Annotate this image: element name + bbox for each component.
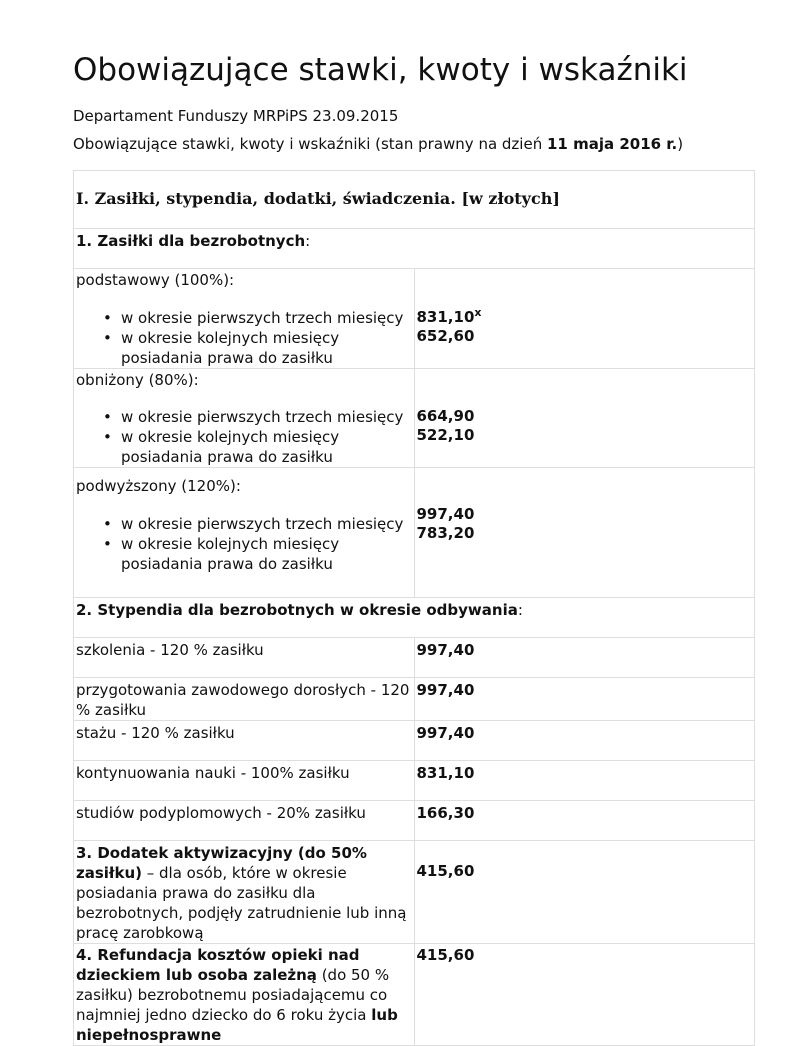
reduced-benefit-list [76,407,414,467]
childcare-refund-value: 415,60 [414,944,755,1046]
scholarships-colon: : [517,601,523,619]
reduced-benefit-label: obniżony (80%): [76,371,199,389]
table-row [74,269,755,369]
rates-table [73,170,755,1046]
legal-status-line [73,134,683,154]
page-title: Obowiązujące stawki, kwoty i wskaźniki [73,52,688,88]
reduced-first-value: 664,90 [416,407,475,425]
list-item: • w okresie pierwszych trzech miesięcy [76,407,414,427]
scholarship-value: 997,40 [414,638,755,678]
increased-benefit-values [414,468,755,598]
section-heading-cell [74,171,755,229]
increased-benefit-label: podwyższony (120%): [76,477,241,495]
footnote-mark: x [474,306,482,319]
increased-next-value: 783,20 [416,524,475,542]
scholarship-label: stażu - 120 % zasiłku [74,721,415,761]
reduced-benefit-values [414,369,755,468]
activation-allowance-description: – dla osób, które w okresie posiadania prawa do zasiłku dla bezrobotnych, podjęły zatrudnienie lub inną pracę zarobkową [76,864,407,942]
childcare-refund-emphasis: lub niepełnosprawne [76,1006,398,1044]
department-line: Departament Funduszy MRPiPS 23.09.2015 [73,107,399,125]
legal-status-prefix: Obowiązujące stawki, kwoty i wskaźniki (stan prawny na dzień [73,135,547,153]
reduced-next-value: 522,10 [416,426,475,444]
unemployment-benefits-colon: : [305,232,311,250]
activation-allowance-heading: 3. Dodatek aktywizacyjny (do 50% zasiłku) [76,844,367,882]
section-heading: I. Zasiłki, stypendia, dodatki, świadczenia. [w złotych] [76,189,560,208]
basic-benefit-values [414,269,755,369]
table-row [74,638,755,678]
table-row [74,801,755,841]
scholarship-label: kontynuowania nauki - 100% zasiłku [74,761,415,801]
scholarship-value: 997,40 [414,721,755,761]
list-item: • w okresie kolejnych miesięcy posiadania prawa do zasiłku [76,328,414,368]
scholarship-value: 997,40 [414,678,755,721]
table-row [74,678,755,721]
scholarship-label: przygotowania zawodowego dorosłych - 120 % zasiłku [74,678,415,721]
table-row [74,369,755,468]
scholarships-heading: 2. Stypendia dla bezrobotnych w okresie odbywania [76,601,518,619]
basic-benefit-cell [74,269,415,369]
table-row [74,761,755,801]
reduced-benefit-cell [74,369,415,468]
legal-status-date: 11 maja 2016 r. [546,135,678,153]
basic-benefit-list [76,308,414,368]
basic-next-value: 652,60 [416,327,475,345]
scholarship-label: szkolenia - 120 % zasiłku [74,638,415,678]
scholarship-value: 831,10 [414,761,755,801]
increased-benefit-list [76,514,414,574]
scholarships-heading-cell [74,598,755,638]
unemployment-benefits-heading-cell [74,229,755,269]
activation-allowance-cell [74,841,415,944]
list-item: • w okresie kolejnych miesięcy posiadania prawa do zasiłku [76,534,414,574]
legal-status-suffix: ) [677,135,684,153]
increased-first-value: 997,40 [416,505,475,523]
list-item: • w okresie pierwszych trzech miesięcy [76,514,414,534]
list-item: • w okresie kolejnych miesięcy posiadania prawa do zasiłku [76,427,414,467]
table-row [74,841,755,944]
increased-benefit-cell [74,468,415,598]
scholarship-label: studiów podyplomowych - 20% zasiłku [74,801,415,841]
list-item: • w okresie pierwszych trzech miesięcy [76,308,414,328]
childcare-refund-description: (do 50 % zasiłku) bezrobotnemu posiadającemu co najmniej jedno dziecko do 6 roku życia [76,966,390,1024]
table-row [74,721,755,761]
childcare-refund-heading: 4. Refundacja kosztów opieki nad dzieckiem lub osoba zależną [76,946,360,984]
basic-benefit-label: podstawowy (100%): [76,271,235,289]
childcare-refund-cell [74,944,415,1046]
scholarship-value: 166,30 [414,801,755,841]
table-row [74,944,755,1046]
basic-first-value-line [417,308,755,327]
table-row [74,468,755,598]
activation-allowance-value: 415,60 [414,841,755,944]
unemployment-benefits-heading: 1. Zasiłki dla bezrobotnych [76,232,306,250]
basic-first-value: 831,10 [416,308,475,326]
